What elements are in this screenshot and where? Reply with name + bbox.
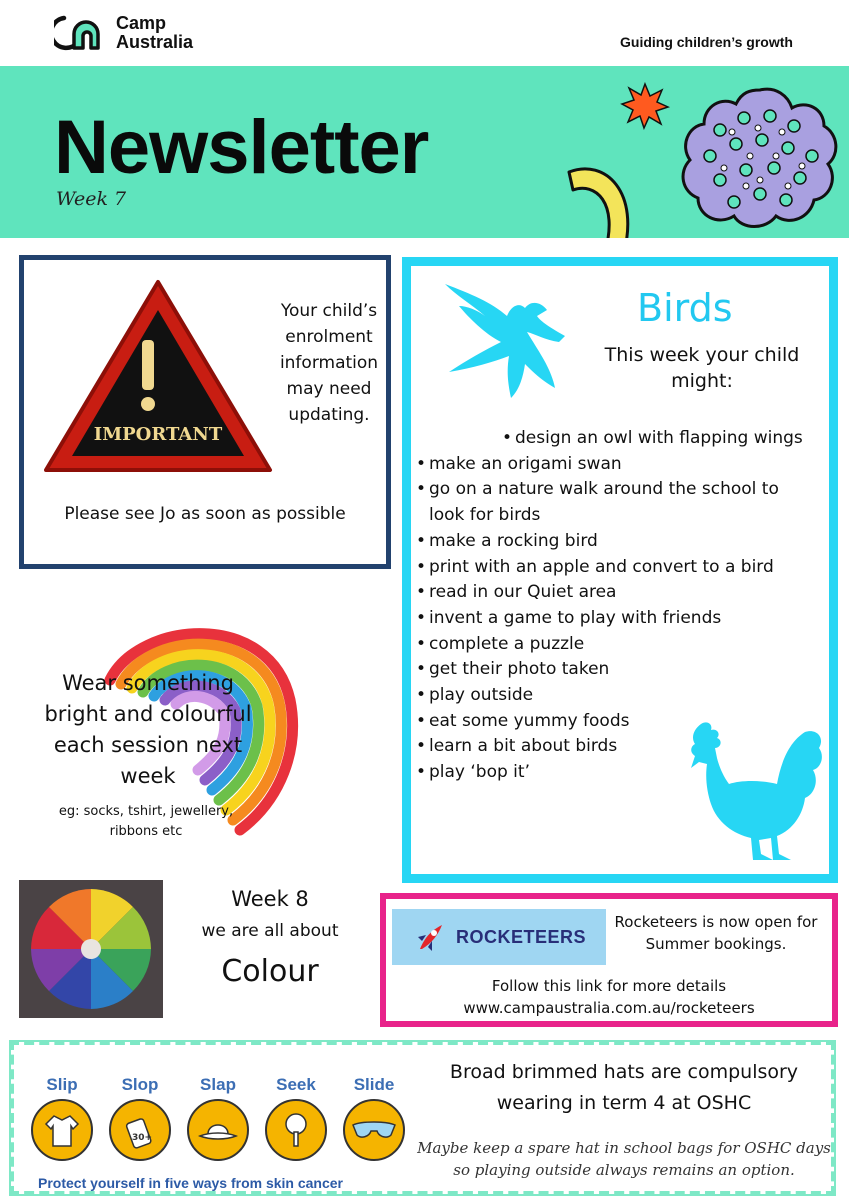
list-item: • design an owl with flapping wings bbox=[499, 426, 817, 452]
sun-safety-box bbox=[9, 1040, 836, 1196]
list-item: • read in our Quiet area bbox=[413, 580, 817, 606]
sunscreen-icon bbox=[109, 1099, 171, 1161]
list-item: • invent a game to play with friends bbox=[413, 606, 817, 632]
week8-subtitle: we are all about bbox=[201, 921, 339, 941]
hat-icon bbox=[187, 1099, 249, 1161]
rocketeers-link[interactable]: www.campaustralia.com.au/rocketeers bbox=[463, 999, 755, 1017]
tagline: Guiding children’s growth bbox=[620, 34, 793, 50]
list-item: • play ‘bop it’ bbox=[413, 760, 817, 786]
important-warning-sign-icon bbox=[38, 274, 278, 480]
starburst-icon bbox=[620, 82, 670, 130]
list-item: • get their photo taken bbox=[413, 657, 817, 683]
rocketeers-logo-text: ROCKETEERS bbox=[456, 926, 587, 947]
sun-step-slip bbox=[28, 1075, 96, 1161]
rocketeers-logo bbox=[392, 909, 606, 965]
crescent-shape-icon bbox=[565, 152, 645, 238]
sun-step-label: Slip bbox=[46, 1075, 78, 1094]
list-item: • complete a puzzle bbox=[413, 632, 817, 658]
week8-theme bbox=[180, 884, 360, 996]
eagle-icon bbox=[441, 276, 571, 402]
colour-wheel-icon bbox=[19, 880, 163, 1018]
rocketeers-link-intro: Follow this link for more details bbox=[491, 977, 727, 995]
rocketeers-open-message: Rocketeers is now open for Summer bookings. bbox=[614, 913, 818, 953]
sun-step-label: Seek bbox=[276, 1075, 316, 1094]
list-item: • make an origami swan bbox=[413, 452, 817, 478]
brand-name-line2: Australia bbox=[116, 32, 194, 52]
sun-step-slap bbox=[184, 1075, 252, 1161]
rocketeers-link-block bbox=[386, 975, 832, 1019]
sun-step-label: Slop bbox=[121, 1075, 159, 1094]
rooster-icon bbox=[677, 718, 827, 868]
sunglasses-icon bbox=[343, 1099, 405, 1161]
brand-logo bbox=[54, 14, 193, 52]
enrolment-note: Please see Jo as soon as possible bbox=[64, 504, 346, 524]
hats-spare-note: Maybe keep a spare hat in school bags for OSHC days so playing outside always remains an option. bbox=[417, 1139, 831, 1179]
birds-subtitle: This week your child might: bbox=[604, 344, 800, 392]
sun-step-label: Slap bbox=[200, 1075, 236, 1094]
sun-step-slop bbox=[106, 1075, 174, 1161]
shirt-icon bbox=[31, 1099, 93, 1161]
camp-australia-logo-icon bbox=[54, 14, 110, 52]
week8-label: Week 8 bbox=[231, 887, 309, 911]
enrolment-message: Your child’s enrolment information may need updating. bbox=[279, 301, 379, 425]
list-item: • print with an apple and convert to a bird bbox=[413, 555, 817, 581]
week-label: Week 7 bbox=[56, 188, 127, 210]
page-title: Newsletter bbox=[54, 105, 429, 190]
hats-compulsory-message: Broad brimmed hats are compulsory wearing in term 4 at OSHC bbox=[449, 1061, 799, 1114]
sun-step-slide bbox=[340, 1075, 408, 1161]
birds-title: Birds bbox=[637, 286, 733, 330]
brand-name-line1: Camp bbox=[116, 13, 167, 33]
rocket-icon bbox=[414, 921, 446, 953]
sun-safety-steps bbox=[28, 1075, 408, 1161]
list-item: • play outside bbox=[413, 683, 817, 709]
wear-bright-message: Wear something bright and colourful each session next week bbox=[44, 671, 252, 788]
sun-step-seek bbox=[262, 1075, 330, 1161]
birds-activities-box bbox=[402, 257, 838, 883]
week8-theme-word: Colour bbox=[221, 954, 319, 989]
colour-wheel-image bbox=[19, 880, 163, 1018]
sun-step-label: Slide bbox=[353, 1075, 395, 1094]
enrolment-notice-box bbox=[19, 255, 391, 569]
newsletter-banner bbox=[0, 66, 849, 238]
list-item: • eat some yummy foods bbox=[413, 709, 817, 735]
wear-examples: eg: socks, tshirt, jewellery, ribbons etc bbox=[58, 804, 234, 839]
svg-text:30+: 30+ bbox=[132, 1133, 153, 1143]
rocketeers-box bbox=[380, 893, 838, 1027]
list-item: • learn a bit about birds bbox=[413, 734, 817, 760]
dotted-flower-icon bbox=[680, 82, 840, 232]
important-sign-text: IMPORTANT bbox=[93, 424, 223, 445]
shade-tree-icon bbox=[265, 1099, 327, 1161]
list-item: • make a rocking bird bbox=[413, 529, 817, 555]
list-item: • go on a nature walk around the school to look for birds bbox=[413, 477, 817, 528]
sun-safety-caption: Protect yourself in five ways from skin cancer bbox=[38, 1175, 344, 1191]
